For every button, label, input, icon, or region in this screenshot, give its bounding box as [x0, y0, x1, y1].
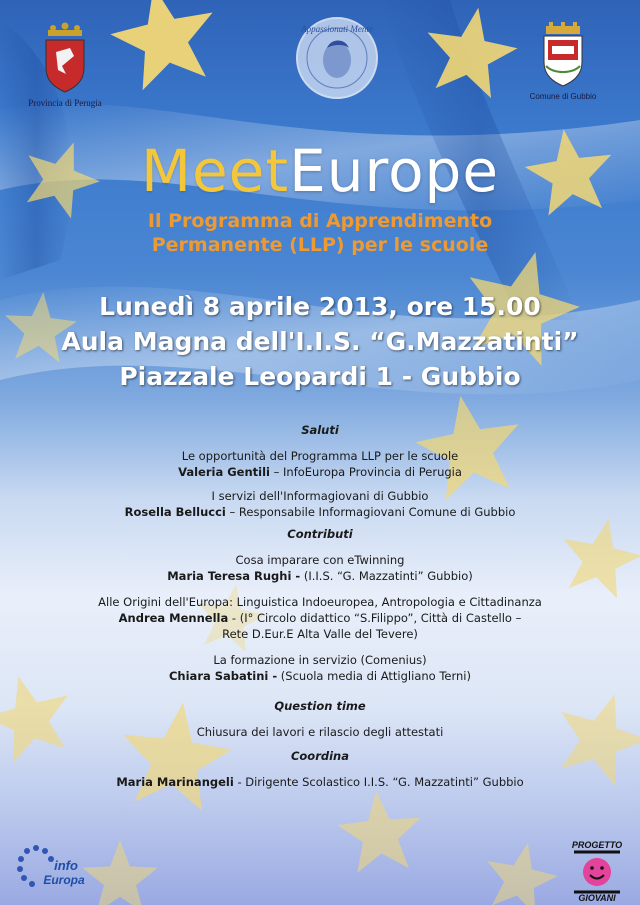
coordina-speaker	[0, 774, 640, 790]
appassionati-mente-logo	[293, 14, 381, 102]
infoeuropa-text-top: info	[54, 858, 78, 873]
smiley-icon	[560, 838, 634, 902]
event-date: Lunedì 8 aprile 2013, ore 15.00	[99, 292, 541, 321]
contributi-topic-3: La formazione in servizio (Comenius)	[213, 653, 427, 667]
infoeuropa-text-bottom: Europa	[43, 873, 85, 887]
saluti-topic-2: I servizi dell'Informagiovani di Gubbio	[211, 489, 429, 503]
provincia-perugia-logo	[22, 22, 108, 110]
section-heading-contributi: Contributi	[287, 527, 353, 541]
section-heading-saluti: Saluti	[301, 423, 339, 437]
speaker-name: Rosella Bellucci	[124, 505, 226, 519]
provincia-caption: Provincia di Perugia	[28, 98, 102, 108]
program	[0, 422, 640, 790]
title-europe: Europe	[289, 137, 500, 205]
infoeuropa-logo	[14, 840, 94, 896]
stars-circle-icon	[14, 840, 94, 896]
giovani-text-top: PROGETTO	[571, 840, 623, 850]
coat-of-arms-icon	[540, 22, 586, 88]
comune-gubbio-logo	[525, 22, 601, 106]
speaker-role: – InfoEuropa Provincia di Perugia	[269, 465, 462, 479]
giovani-text-bottom: GIOVANI	[578, 893, 616, 902]
flag-star	[487, 843, 558, 905]
subtitle-line-2: Permanente (LLP) per le scuole	[151, 234, 489, 256]
question-time-text: Chiusura dei lavori e rilascio degli attestati	[196, 725, 444, 739]
event-venue: Aula Magna dell'I.I.S. “G.Mazzatinti”	[61, 327, 579, 356]
progetto-giovani-logo	[560, 838, 634, 902]
flag-star	[337, 791, 420, 873]
section-heading-coordina: Coordina	[290, 749, 350, 763]
speaker-role: - Dirigente Scolastico I.I.S. “G. Mazzatinti” Gubbio	[233, 775, 524, 789]
contributi-speaker-3	[0, 668, 640, 684]
saluti-speaker-2	[0, 504, 640, 520]
contributi-speaker-2	[0, 610, 640, 626]
saluti-topic-1: Le opportunità del Programma LLP per le scuole	[181, 449, 459, 463]
contributi-topic-1: Cosa imparare con eTwinning	[235, 553, 405, 567]
speaker-role: - (I° Circolo didattico “S.Filippo”, Città di Castello –	[228, 611, 522, 625]
speaker-name: Maria Marinangeli	[116, 775, 234, 789]
medallion-text: Appassionati Mente	[301, 24, 373, 34]
coat-of-arms-icon	[40, 22, 90, 94]
contributi-speaker-2-role-cont: Rete D.Eur.E Alta Valle del Tevere)	[222, 627, 418, 641]
speaker-name: Chiara Sabatini -	[168, 669, 278, 683]
speaker-name: Andrea Mennella	[118, 611, 229, 625]
flag-star	[110, 0, 212, 90]
contributi-speaker-1	[0, 568, 640, 584]
saluti-speaker-1	[0, 464, 640, 480]
comune-caption: Comune di Gubbio	[529, 92, 597, 101]
speaker-name: Valeria Gentili	[178, 465, 270, 479]
speaker-role: (I.I.S. “G. Mazzatinti” Gubbio)	[300, 569, 473, 583]
section-heading-question-time: Question time	[274, 699, 366, 713]
poster-title	[0, 138, 640, 204]
speaker-role: (Scuola media di Attigliano Terni)	[277, 669, 471, 683]
title-meet: Meet	[140, 137, 290, 205]
subtitle-line-1: Il Programma di Apprendimento	[147, 210, 493, 232]
event-address: Piazzale Leopardi 1 - Gubbio	[119, 362, 521, 391]
contributi-topic-2: Alle Origini dell'Europa: Linguistica Indoeuropea, Antropologia e Cittadinanza	[98, 595, 542, 609]
speaker-role: – Responsabile Informagiovani Comune di Gubbio	[225, 505, 516, 519]
medallion-icon	[293, 14, 381, 102]
speaker-name: Maria Teresa Rughi -	[167, 569, 301, 583]
